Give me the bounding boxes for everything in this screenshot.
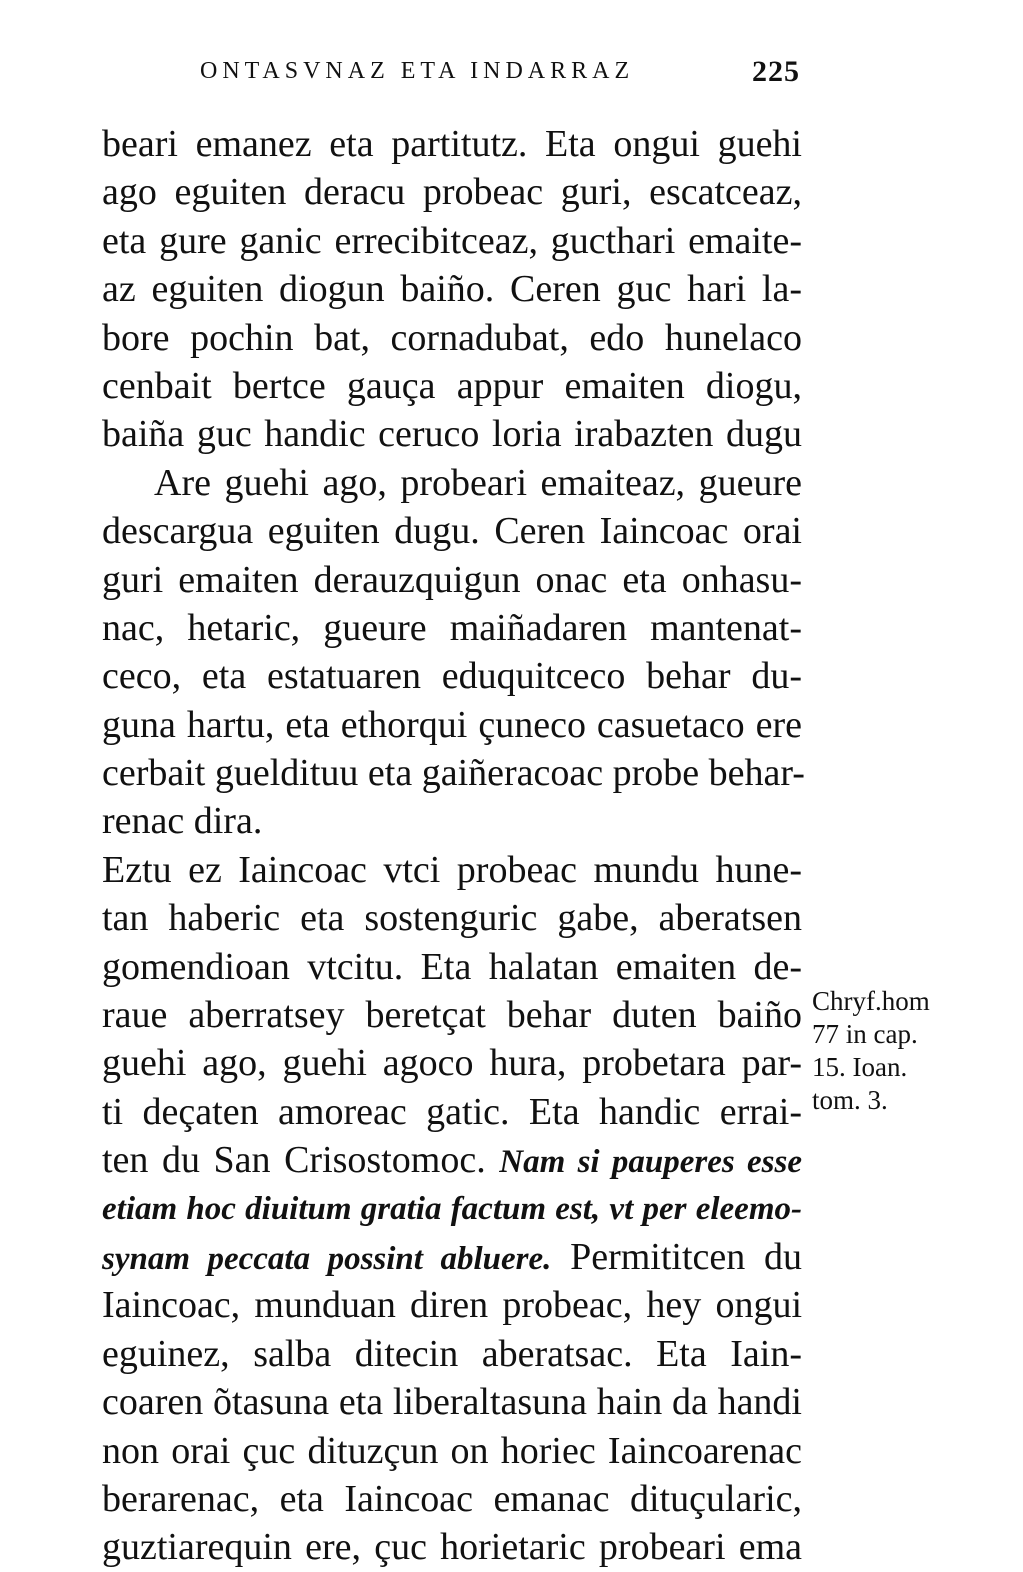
quote-line xyxy=(102,1136,802,1184)
text-line: bore pochin bat, cornadubat, edo hunelaco xyxy=(102,316,802,359)
page-number: 225 xyxy=(752,55,800,88)
text-line: guztiarequin ere, çuc horietaric probeari ema xyxy=(102,1526,802,1569)
page-header xyxy=(200,55,800,98)
text-line: baiña guc handic ceruco loria irabazten dugu xyxy=(102,413,802,456)
text-line: Are guehi ago, probeari emaiteaz, gueure xyxy=(154,461,802,504)
text-line: ago eguiten deracu probeac guri, escatceaz, xyxy=(102,171,802,214)
margin-note-line: Chryf.hom xyxy=(812,986,930,1016)
margin-note xyxy=(812,985,982,1117)
text-line: nac, hetaric, gueure maiñadaren mantenat- xyxy=(102,606,802,649)
text-line: ceco, eta estatuaren eduquitceco behar du- xyxy=(102,655,802,698)
text-line: raue aberratsey beretçat behar duten baiño xyxy=(102,994,802,1037)
text-line: coaren õtasuna eta liberaltasuna hain da handi xyxy=(102,1381,802,1424)
text-line: berarenac, eta Iaincoac emanac dituçularic, xyxy=(102,1477,802,1520)
latin-quote: Nam si pauperes esse xyxy=(499,1144,802,1181)
text-line: tan haberic eta sostenguric gabe, aberatsen xyxy=(102,897,802,940)
text-line: guri emaiten derauzquigun onac eta onhasu- xyxy=(102,558,802,601)
body-text xyxy=(102,120,805,1572)
text-line: eguinez, salba ditecin aberatsac. Eta Iain- xyxy=(102,1332,802,1375)
margin-note-line: 15. Ioan. xyxy=(812,1052,908,1082)
text-line: Iaincoac, munduan diren probeac, hey ongui xyxy=(102,1284,802,1327)
text-line: az eguiten diogun baiño. Ceren guc hari la- xyxy=(102,268,802,311)
text-line: Eztu ez Iaincoac vtci probeac mundu hune- xyxy=(102,848,802,891)
text-line: cenbait bertce gauça appur emaiten diogu, xyxy=(102,364,802,407)
latin-quote-line: etiam hoc diuitum gratia factum est, vt per eleemo- xyxy=(102,1190,802,1227)
text-line: renac dira. xyxy=(102,800,263,843)
text-line: beari emanez eta partitutz. Eta ongui guehi xyxy=(102,123,802,165)
quote-line xyxy=(102,1233,802,1281)
running-title: ONTASVNAZ ETA INDARRAZ xyxy=(200,58,635,84)
latin-quote: synam peccata possint abluere. xyxy=(102,1240,552,1277)
text-segment: Permititcen du xyxy=(570,1235,802,1278)
margin-note-line: 77 in cap. xyxy=(812,1019,918,1049)
text-line: eta gure ganic errecibitceaz, gucthari emaite- xyxy=(102,219,802,262)
text-segment: ten du San Crisostomoc. xyxy=(102,1139,486,1182)
text-line: guna hartu, eta ethorqui çuneco casuetaco ere xyxy=(102,703,802,746)
text-line: guehi ago, guehi agoco hura, probetara par- xyxy=(102,1042,802,1085)
margin-note-line: tom. 3. xyxy=(812,1085,888,1115)
text-line: descargua eguiten dugu. Ceren Iaincoac orai xyxy=(102,510,802,553)
text-line: gomendioan vtcitu. Eta halatan emaiten de- xyxy=(102,945,802,988)
text-line: cerbait gueldituu eta gaiñeracoac probe behar- xyxy=(102,752,805,795)
text-line: non orai çuc dituzçun on horiec Iaincoarenac xyxy=(102,1429,802,1472)
text-line: ti deçaten amoreac gatic. Eta handic errai- xyxy=(102,1090,802,1133)
